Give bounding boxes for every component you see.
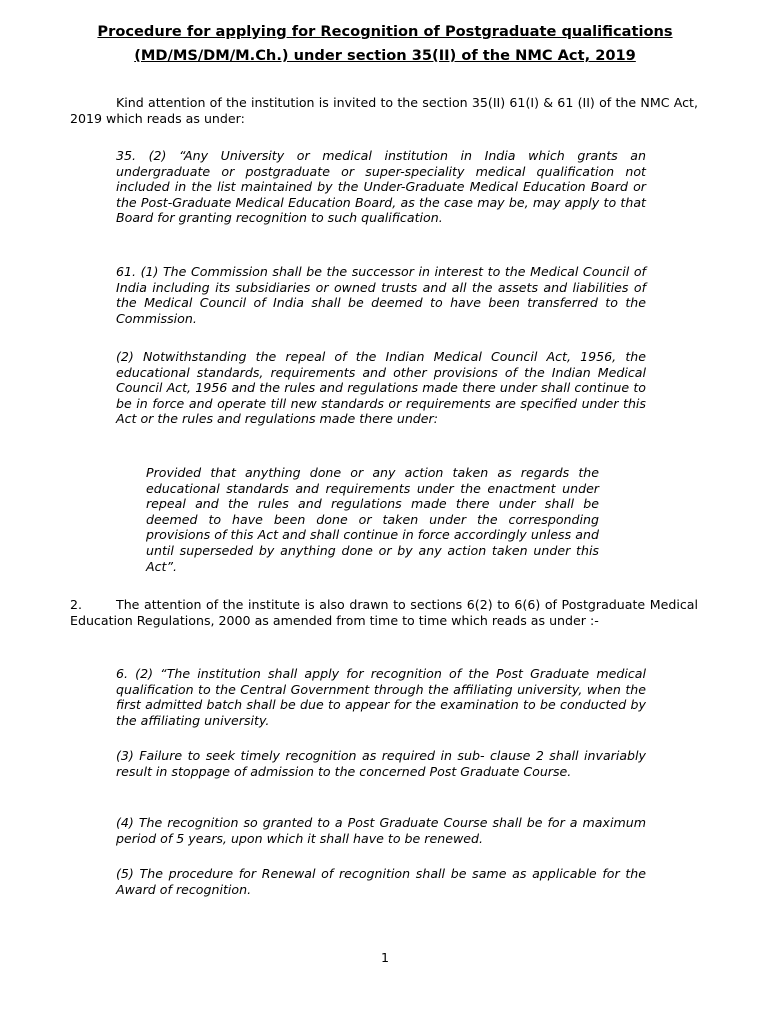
intro-paragraph: Kind attention of the institution is invited to the section 35(II) 61(I) & 61 (II) of the NMC Act, 2019 which reads as under:: [70, 95, 698, 126]
quote-section-61-2: (2) Notwithstanding the repeal of the Indian Medical Council Act, 1956, the educational standards, requirements and other provisions of the Indian Medical Council Act, 1956 and the rules and regulations made there under shall continue to be in force and operate till new standards or requirements are specified under this Act or the rules and regulations made there under:: [116, 349, 646, 427]
regulation-6-3: (3) Failure to seek timely recognition as required in sub- clause 2 shall invariably result in stoppage of admission to the concerned Post Graduate Course.: [116, 748, 646, 779]
quote-section-35-2: 35. (2) “Any University or medical institution in India which grants an undergraduate or postgraduate or super-speciality medical qualification not included in the list maintained by the Under-Graduate Medical Education Board or the Post-Graduate Medical Education Board, as the case may be, may apply to that Board for granting recognition to such qualification.: [116, 148, 646, 226]
title-line-1: Procedure for applying for Recognition of Postgraduate qualifications: [97, 23, 673, 40]
title-line-2: (MD/MS/DM/M.Ch.) under section 35(II) of the NMC Act, 2019: [134, 47, 636, 64]
point-2-text: The attention of the institute is also drawn to sections 6(2) to 6(6) of Postgraduate Medical Education Regulations, 2000 as amended from time to time which reads as under :-: [70, 597, 698, 628]
page-number: 1: [380, 950, 389, 965]
regulation-6-4: (4) The recognition so granted to a Post Graduate Course shall be for a maximum period of 5 years, upon which it shall have to be renewed.: [116, 815, 646, 846]
point-2-number: 2.: [70, 597, 83, 612]
regulation-6-2: 6. (2) “The institution shall apply for recognition of the Post Graduate medical qualification to the Central Government through the affiliating university, when the first admitted batch shall be due to appear for the examination to be conducted by the affiliating university.: [116, 666, 646, 728]
quote-section-61-1: 61. (1) The Commission shall be the successor in interest to the Medical Council of India including its subsidiaries or owned trusts and all the assets and liabilities of the Medical Council of India shall be deemed to have been transferred to the Commission.: [116, 264, 646, 326]
proviso-paragraph: Provided that anything done or any action taken as regards the educational standards and requirements under the enactment under repeal and the rules and regulations made there under shall be deemed to have been done or taken under the corresponding provisions of this Act and shall continue in force accordingly unless and until superseded by anything done or by any action taken under this Act”.: [146, 465, 599, 574]
page-title: [66, 20, 704, 68]
regulation-6-5: (5) The procedure for Renewal of recognition shall be same as applicable for the Award of recognition.: [116, 866, 646, 897]
point-2-paragraph: [70, 597, 698, 628]
